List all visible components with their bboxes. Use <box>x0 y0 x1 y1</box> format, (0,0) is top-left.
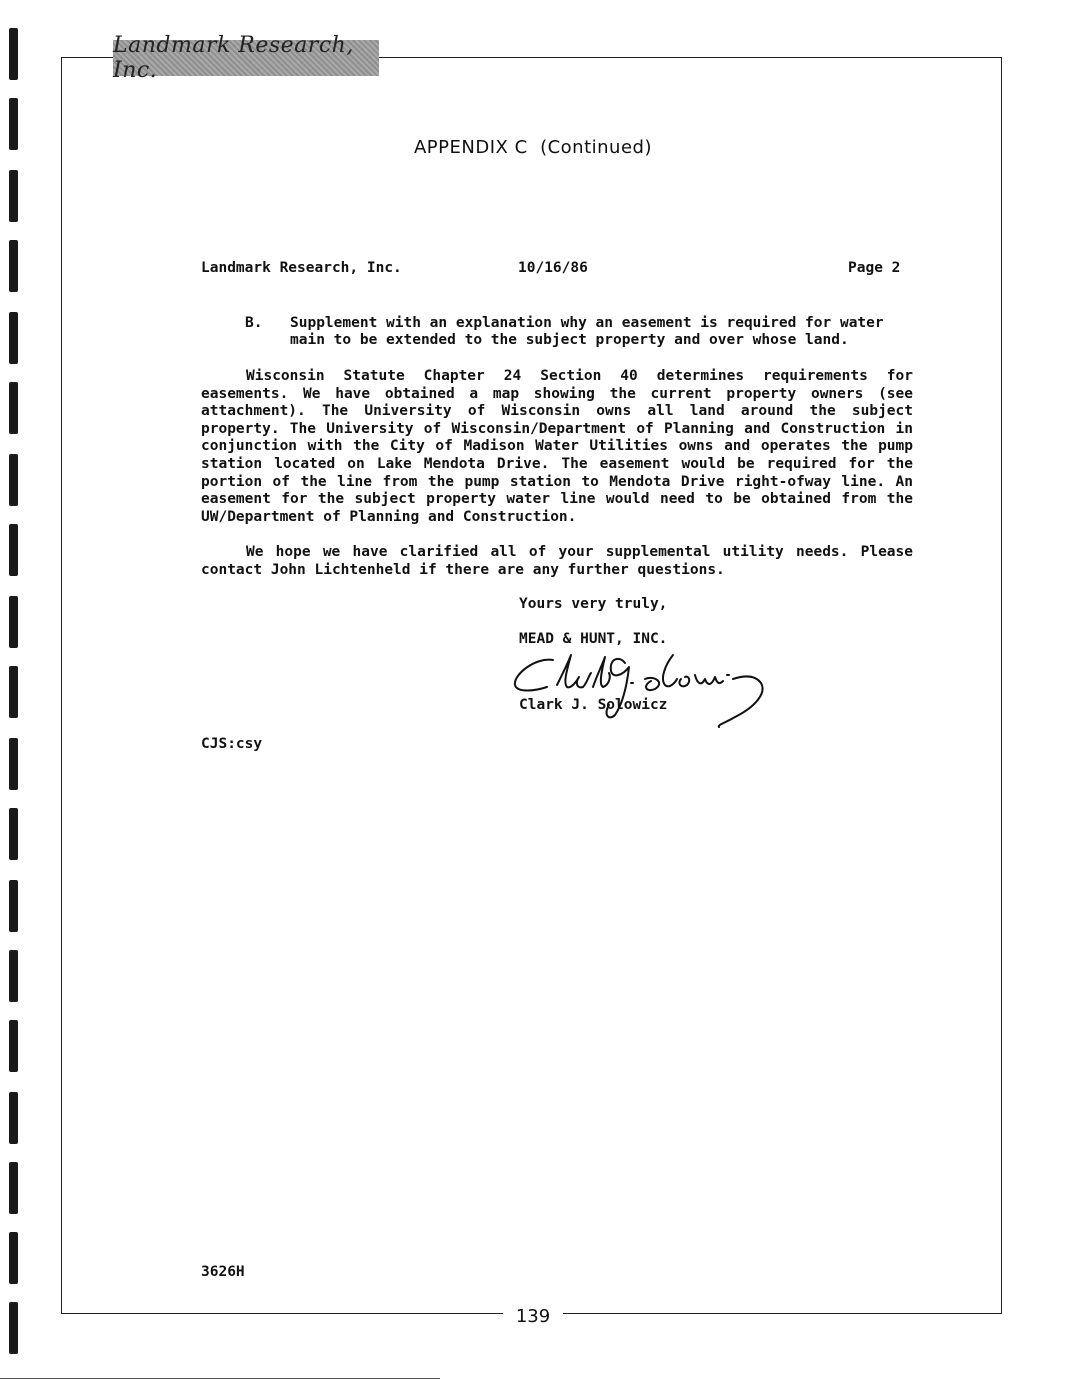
binder-mark <box>9 738 18 790</box>
binder-mark <box>9 382 18 434</box>
binder-mark <box>9 28 18 80</box>
document-code: 3626H <box>201 1264 245 1280</box>
item-b-line-1: Supplement with an explanation why an easement is required for water <box>290 315 884 331</box>
binder-mark <box>9 596 18 648</box>
typist-initials: CJS:csy <box>201 736 263 752</box>
handwritten-signature <box>505 645 785 740</box>
paragraph-easement: Wisconsin Statute Chapter 24 Section 40 determines requirements for easements. We have obtained a map showing the current property owners (see attachment). The University of Wisconsin owns all land around the subject property. The University of Wisconsin/Department of Planning and Construction in conjunction with the City of Madison Water Utilities owns and operates the pump station located on Lake Mendota Drive. The easement would be required for the portion of the line from the pump station to Mendota Drive right-ofway line. An easement for the subject property water line would need to be obtained from the UW/Department of Planning and Construction. <box>201 368 913 525</box>
binder-mark <box>9 1162 18 1214</box>
binder-mark <box>9 880 18 932</box>
letterhead-logo <box>113 33 379 83</box>
binder-mark <box>9 1092 18 1144</box>
bottom-rule <box>0 1378 440 1379</box>
salutation: Yours very truly, <box>519 596 668 612</box>
binder-mark <box>9 454 18 506</box>
binder-mark <box>9 170 18 222</box>
binder-mark <box>9 1020 18 1072</box>
binder-mark <box>9 1232 18 1284</box>
binder-mark <box>9 808 18 860</box>
appendix-heading: APPENDIX C (Continued) <box>413 137 652 158</box>
item-b-line-2: main to be extended to the subject property and over whose land. <box>290 332 849 348</box>
header-page: Page 2 <box>848 260 901 276</box>
signer-name: Clark J. Solowicz <box>519 697 668 713</box>
header-date: 10/16/86 <box>518 260 588 276</box>
binder-mark <box>9 950 18 1002</box>
binder-mark <box>9 312 18 364</box>
binder-holes <box>0 0 20 1380</box>
binder-mark <box>9 240 18 292</box>
signer-company: MEAD & HUNT, INC. <box>519 631 668 647</box>
binder-mark <box>9 524 18 576</box>
header-company: Landmark Research, Inc. <box>201 260 402 276</box>
letterhead-text: Landmark Research, Inc. <box>113 33 354 83</box>
page-number: 139 <box>503 1302 563 1332</box>
binder-mark <box>9 666 18 718</box>
binder-mark <box>9 1302 18 1354</box>
paragraph-closing: We hope we have clarified all of your supplemental utility needs. Please contact John Lichtenheld if there are any further questions. <box>201 544 913 578</box>
item-b-label: B. <box>245 315 263 331</box>
